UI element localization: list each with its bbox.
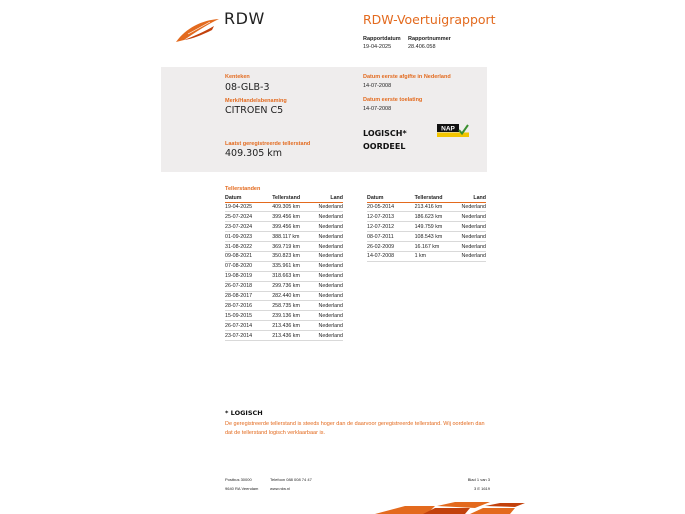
table-row [225, 291, 343, 301]
odo-value: 409.305 km [225, 148, 283, 159]
row-date: 25-07-2024 [225, 212, 272, 222]
footer-web: www.rdw.nl [270, 486, 291, 491]
row-date: 12-07-2013 [367, 212, 415, 222]
row-reading: 239.136 km [272, 311, 310, 321]
col-country: Land [310, 194, 343, 202]
row-country: Nederland [310, 222, 343, 232]
odometer-table-right [367, 194, 486, 262]
row-date: 31-08-2022 [225, 242, 272, 252]
verdict [363, 127, 407, 153]
first-admission-label: Datum eerste afgifte in Nederland [363, 74, 451, 80]
odometer-table-left [225, 194, 343, 341]
table-header-row [367, 194, 486, 202]
row-reading: 16.167 km [415, 242, 453, 252]
report-number [408, 36, 451, 50]
row-date: 28-07-2016 [225, 301, 272, 311]
row-date: 23-07-2024 [225, 222, 272, 232]
col-reading: Tellerstand [272, 194, 310, 202]
table-row [225, 202, 343, 212]
row-country: Nederland [310, 291, 343, 301]
table-row [225, 251, 343, 261]
table-row [225, 271, 343, 281]
row-country: Nederland [310, 271, 343, 281]
footer-version: 3 E 1619 [473, 486, 490, 491]
row-country: Nederland [453, 232, 486, 242]
report-date-value: 19-04-2025 [363, 44, 392, 50]
row-date: 26-07-2014 [225, 321, 272, 331]
row-country: Nederland [310, 281, 343, 291]
row-reading: 149.759 km [415, 222, 453, 232]
row-country: Nederland [310, 242, 343, 252]
row-date: 09-08-2021 [225, 251, 272, 261]
first-registration-value: 14-07-2008 [363, 106, 392, 112]
verdict-line2: OORDEEL [363, 142, 406, 151]
footer-page: Blad 1 van 3 [467, 477, 490, 482]
table-row [225, 242, 343, 252]
row-date: 08-07-2011 [367, 232, 415, 242]
row-country: Nederland [453, 251, 486, 261]
row-country: Nederland [310, 232, 343, 242]
col-country: Land [453, 194, 486, 202]
make-value: CITROEN C5 [225, 105, 284, 116]
row-reading: 388.117 km [272, 232, 310, 242]
table-row [225, 301, 343, 311]
odometer-section-title: Tellerstanden [225, 186, 261, 192]
rdw-wing-logo [174, 16, 220, 44]
footnote-heading: * LOGISCH [225, 409, 263, 417]
row-date: 23-07-2014 [225, 331, 272, 341]
report-date [363, 36, 401, 50]
vehicle-summary-band [161, 67, 487, 172]
table-row [367, 232, 486, 242]
row-country: Nederland [453, 242, 486, 252]
row-reading: 282.440 km [272, 291, 310, 301]
row-country: Nederland [453, 202, 486, 212]
row-reading: 213.436 km [272, 321, 310, 331]
table-row [225, 212, 343, 222]
report-number-value: 28.406.058 [408, 44, 436, 50]
row-reading: 1 km [415, 251, 453, 261]
verdict-line1: LOGISCH* [363, 129, 407, 138]
row-date: 20-05-2014 [367, 202, 415, 212]
row-reading: 213.436 km [272, 331, 310, 341]
row-date: 14-07-2008 [367, 251, 415, 261]
row-country: Nederland [310, 321, 343, 331]
row-date: 07-08-2020 [225, 261, 272, 271]
row-reading: 299.736 km [272, 281, 310, 291]
table-row [367, 202, 486, 212]
table-row [225, 321, 343, 331]
footer-address [225, 475, 258, 493]
table-row [367, 222, 486, 232]
row-country: Nederland [310, 212, 343, 222]
row-reading: 186.623 km [415, 212, 453, 222]
table-row [225, 331, 343, 341]
row-country: Nederland [310, 251, 343, 261]
col-date: Datum [225, 194, 272, 202]
nap-check-icon [437, 124, 469, 137]
row-reading: 213.416 km [415, 202, 453, 212]
row-country: Nederland [310, 311, 343, 321]
row-reading: 258.735 km [272, 301, 310, 311]
plate-label: Kenteken [225, 74, 250, 80]
first-registration-label: Datum eerste toelating [363, 97, 423, 103]
footer-phone: Telefoon 088 008 74 47 [270, 477, 312, 482]
row-reading: 399.456 km [272, 212, 310, 222]
table-row [225, 281, 343, 291]
row-reading: 108.543 km [415, 232, 453, 242]
row-date: 28-08-2017 [225, 291, 272, 301]
footer-postal: 9640 RA Veendam [225, 486, 259, 491]
row-date: 26-07-2018 [225, 281, 272, 291]
footer-po-box: Postbus 30000 [225, 477, 252, 482]
brand-name: RDW [224, 9, 265, 28]
row-date: 15-09-2015 [225, 311, 272, 321]
table-row [367, 251, 486, 261]
report-number-label: Rapportnummer [408, 36, 451, 42]
table-row [225, 311, 343, 321]
row-country: Nederland [310, 331, 343, 341]
table-row [225, 232, 343, 242]
row-reading: 350.823 km [272, 251, 310, 261]
footnote-text: De geregistreerde tellerstand is steeds hoger dan de daarvoor geregistreerde tellerstand. Wij oordelen dan dat de tellerstand logisch verklaarbaar is. [225, 421, 485, 436]
row-date: 01-09-2023 [225, 232, 272, 242]
nap-logo-text: NAP [441, 125, 455, 133]
row-country: Nederland [310, 202, 343, 212]
row-country: Nederland [310, 261, 343, 271]
table-row [225, 222, 343, 232]
table-header-row [225, 194, 343, 202]
plate-value: 08-GLB-3 [225, 82, 270, 93]
row-country: Nederland [453, 212, 486, 222]
col-reading: Tellerstand [415, 194, 453, 202]
table-row [225, 261, 343, 271]
row-country: Nederland [310, 301, 343, 311]
row-date: 19-04-2025 [225, 202, 272, 212]
footer-page-info [460, 475, 490, 493]
row-date: 12-07-2012 [367, 222, 415, 232]
row-reading: 369.719 km [272, 242, 310, 252]
footer-contact [270, 475, 312, 493]
row-reading: 335.961 km [272, 261, 310, 271]
row-country: Nederland [453, 222, 486, 232]
row-reading: 399.456 km [272, 222, 310, 232]
table-row [367, 212, 486, 222]
row-reading: 409.305 km [272, 202, 310, 212]
col-date: Datum [367, 194, 415, 202]
first-admission-value: 14-07-2008 [363, 83, 392, 89]
make-label: Merk/Handelsbenaming [225, 98, 287, 104]
report-date-label: Rapportdatum [363, 36, 401, 42]
table-row [367, 242, 486, 252]
row-reading: 318.663 km [272, 271, 310, 281]
decorative-stripes [375, 500, 525, 514]
odo-label: Laatst geregistreerde tellerstand [225, 141, 311, 147]
row-date: 19-08-2019 [225, 271, 272, 281]
report-title: RDW-Voertuigrapport [363, 12, 496, 27]
row-date: 26-02-2009 [367, 242, 415, 252]
